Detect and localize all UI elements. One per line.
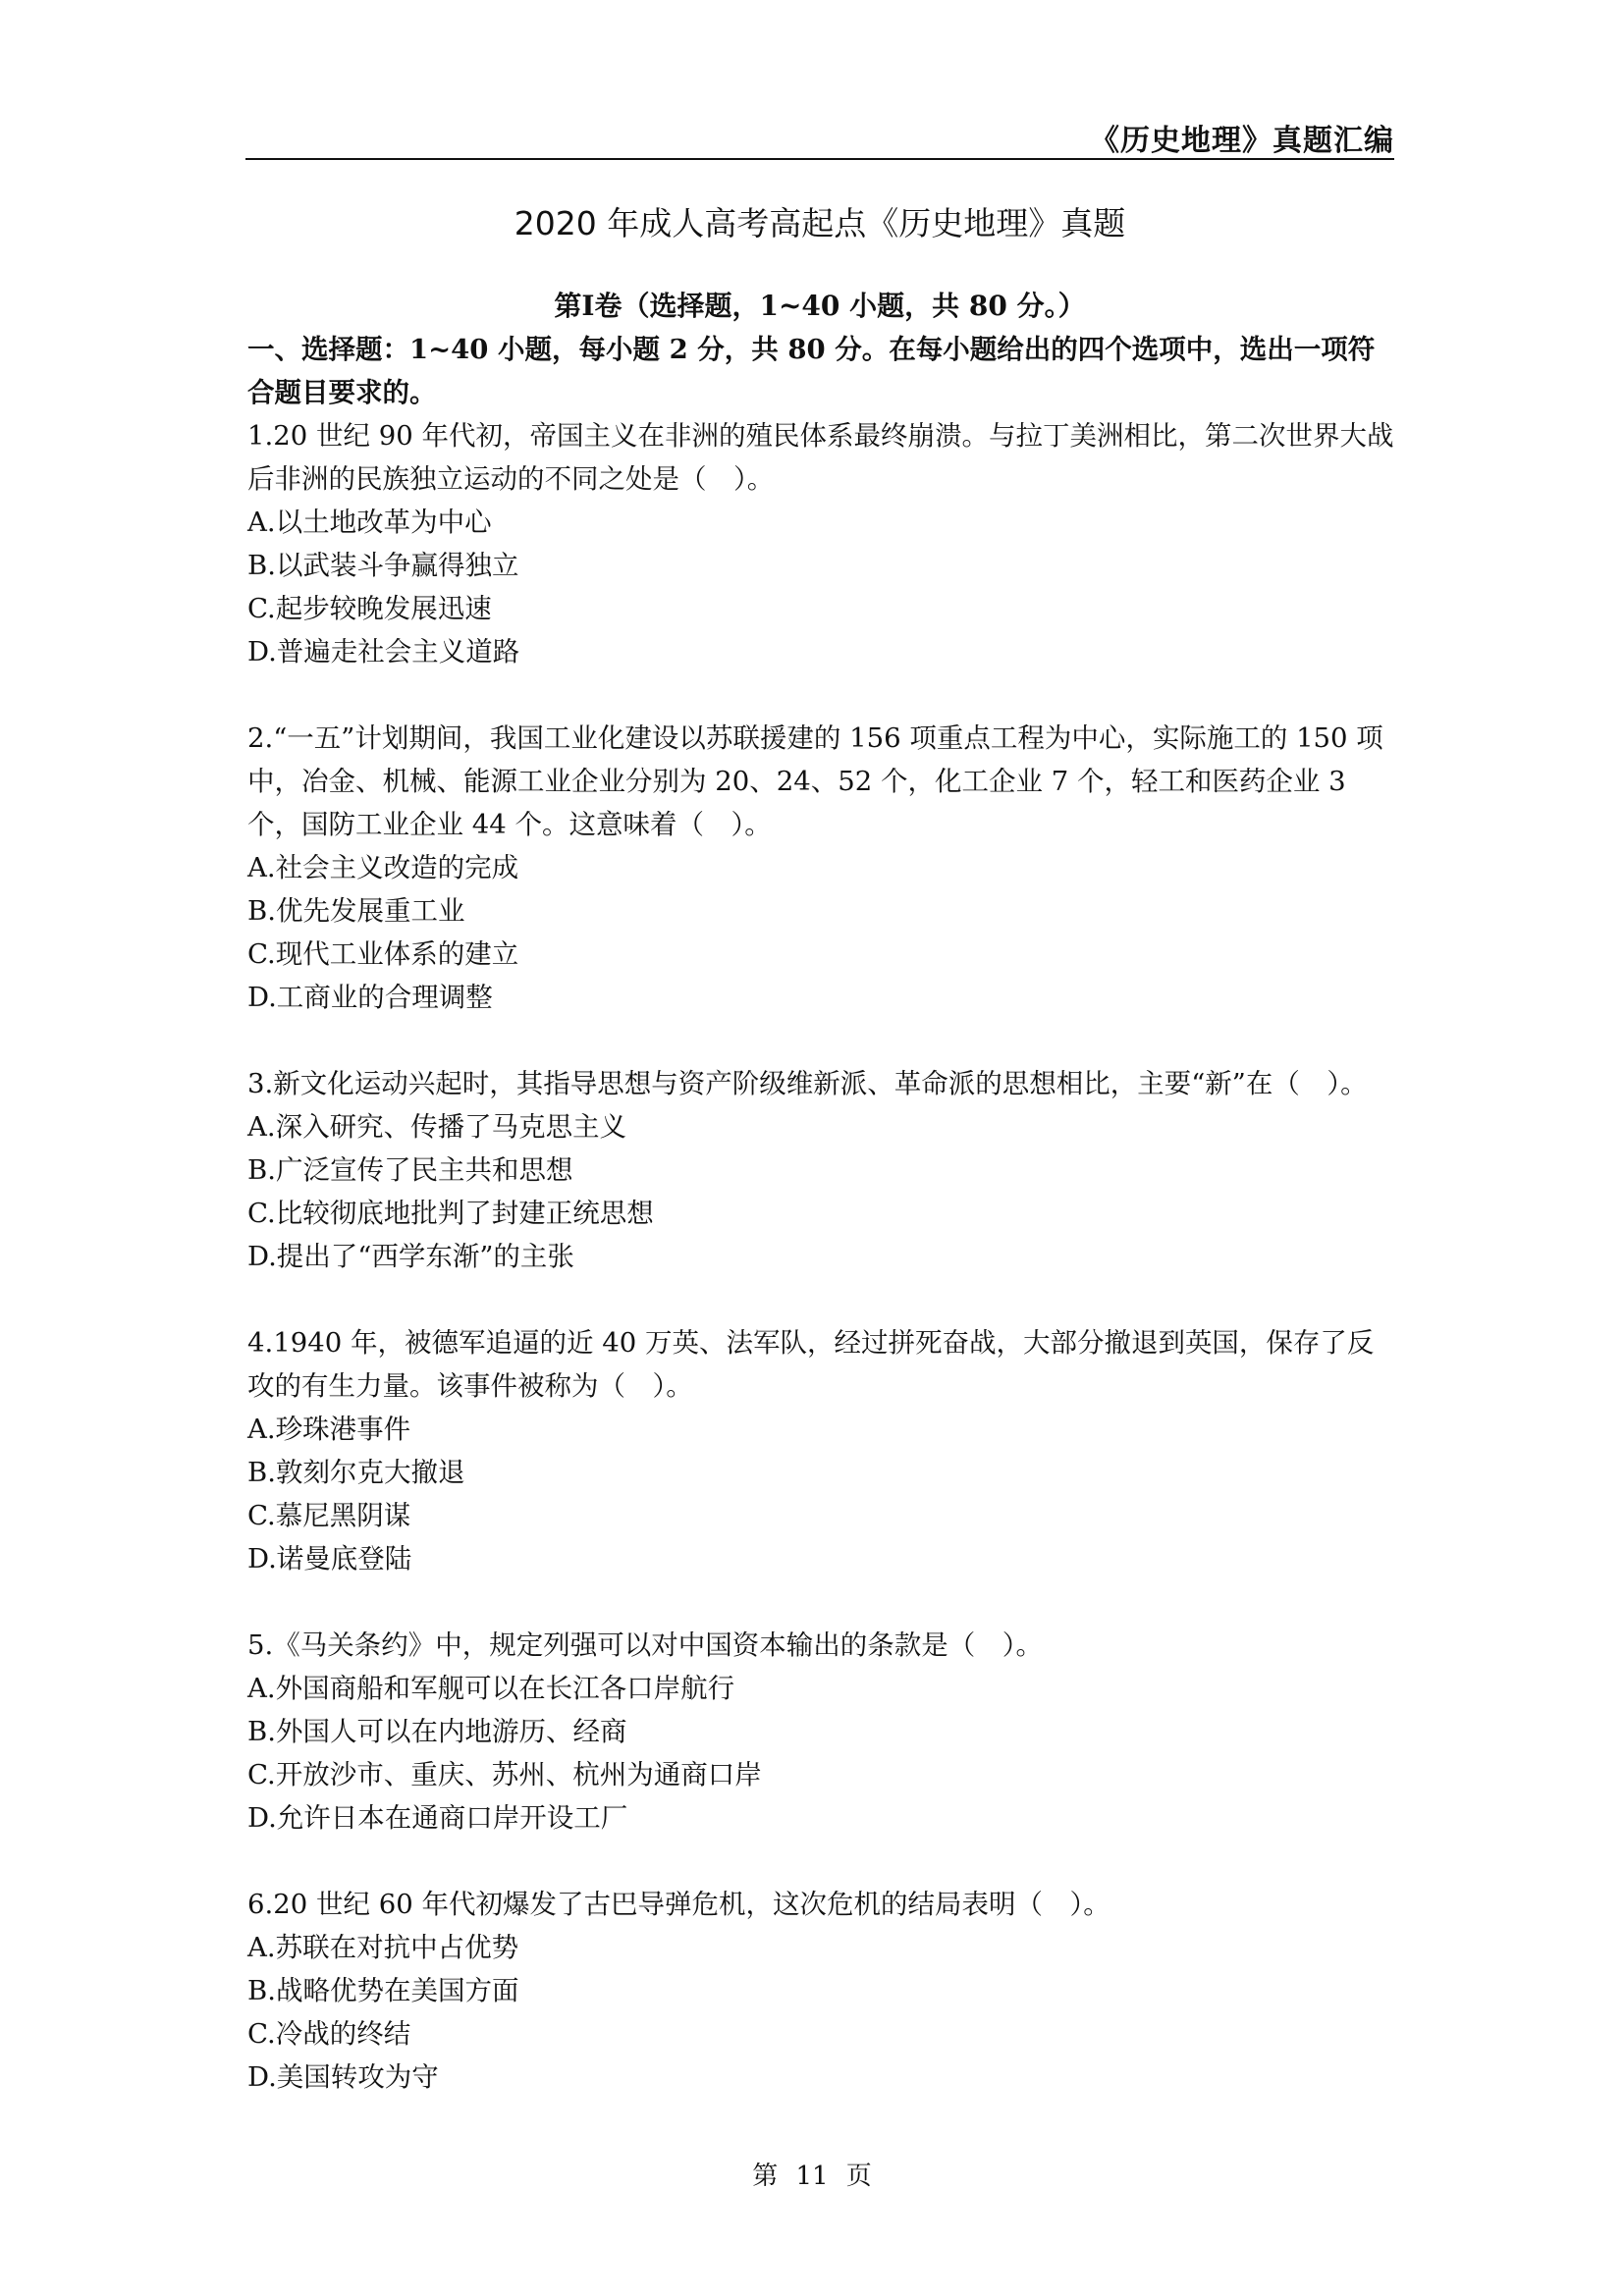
option-a: A.外国商船和军舰可以在长江各口岸航行	[247, 1673, 735, 1704]
section-title: 第Ⅰ卷（选择题，1~40 小题，共 80 分。）	[554, 290, 1086, 322]
option-c: C.起步较晚发展迅速	[247, 593, 492, 624]
option-a: A.深入研究、传播了马克思主义	[247, 1111, 627, 1143]
option-d: D.美国转攻为守	[247, 2061, 439, 2093]
question-stem: 1.20 世纪 90 年代初，帝国主义在非洲的殖民体系最终崩溃。与拉丁美洲相比，第二次世界大战后非洲的民族独立运动的不同之处是（ ）。	[247, 420, 1394, 495]
header-rule	[245, 158, 1394, 160]
option-b: B.外国人可以在内地游历、经商	[247, 1716, 627, 1747]
question-stem: 6.20 世纪 60 年代初爆发了古巴导弹危机，这次危机的结局表明（ ）。	[247, 1889, 1110, 1920]
content	[247, 328, 1396, 2099]
question-3	[247, 1062, 1396, 1278]
question-stem: 3.新文化运动兴起时，其指导思想与资产阶级维新派、革命派的思想相比，主要“新”在（ ）。	[247, 1068, 1368, 1099]
option-d: D.诺曼底登陆	[247, 1543, 412, 1575]
option-c: C.现代工业体系的建立	[247, 938, 519, 970]
option-a: A.苏联在对抗中占优势	[247, 1932, 519, 1963]
option-b: B.广泛宣传了民主共和思想	[247, 1154, 573, 1186]
question-2	[247, 717, 1396, 1019]
option-c: C.冷战的终结	[247, 2018, 411, 2050]
option-d: D.提出了“西学东渐”的主张	[247, 1241, 574, 1272]
option-b: B.敦刻尔克大撤退	[247, 1457, 465, 1488]
option-c: C.慕尼黑阴谋	[247, 1500, 411, 1531]
page-number: 第 11 页	[752, 2162, 872, 2191]
question-stem: 2.“一五”计划期间，我国工业化建设以苏联援建的 156 项重点工程为中心，实际施工的 150 项中，冶金、机械、能源工业企业分别为 20、24、52 个，化工企业 7 个，轻工和医药企业 3 个，国防工业企业 44 个。这意味着（ ）。	[247, 722, 1383, 840]
question-stem: 5.《马关条约》中，规定列强可以对中国资本输出的条款是（ ）。	[247, 1629, 1043, 1661]
question-5	[247, 1624, 1396, 1840]
option-b: B.以武装斗争赢得独立	[247, 550, 519, 581]
option-d: D.普遍走社会主义道路	[247, 636, 520, 667]
option-a: A.珍珠港事件	[247, 1414, 411, 1445]
question-4	[247, 1321, 1396, 1580]
option-d: D.工商业的合理调整	[247, 982, 493, 1013]
option-a: A.社会主义改造的完成	[247, 852, 519, 883]
option-d: D.允许日本在通商口岸开设工厂	[247, 1802, 628, 1834]
question-6	[247, 1883, 1396, 2099]
question-stem: 4.1940 年，被德军追逼的近 40 万英、法军队，经过拼死奋战，大部分撤退到英国，保存了反攻的有生力量。该事件被称为（ ）。	[247, 1327, 1375, 1402]
option-b: B.战略优势在美国方面	[247, 1975, 519, 2006]
running-header: 《历史地理》真题汇编	[1090, 124, 1394, 158]
option-a: A.以土地改革为中心	[247, 507, 492, 538]
instruction: 一、选择题：1~40 小题，每小题 2 分，共 80 分。在每小题给出的四个选项中，选出一项符合题目要求的。	[247, 334, 1376, 408]
page-title: 2020 年成人高考高起点《历史地理》真题	[514, 204, 1126, 242]
option-c: C.比较彻底地批判了封建正统思想	[247, 1198, 654, 1229]
option-b: B.优先发展重工业	[247, 895, 465, 927]
question-1	[247, 414, 1396, 673]
option-c: C.开放沙市、重庆、苏州、杭州为通商口岸	[247, 1759, 762, 1790]
